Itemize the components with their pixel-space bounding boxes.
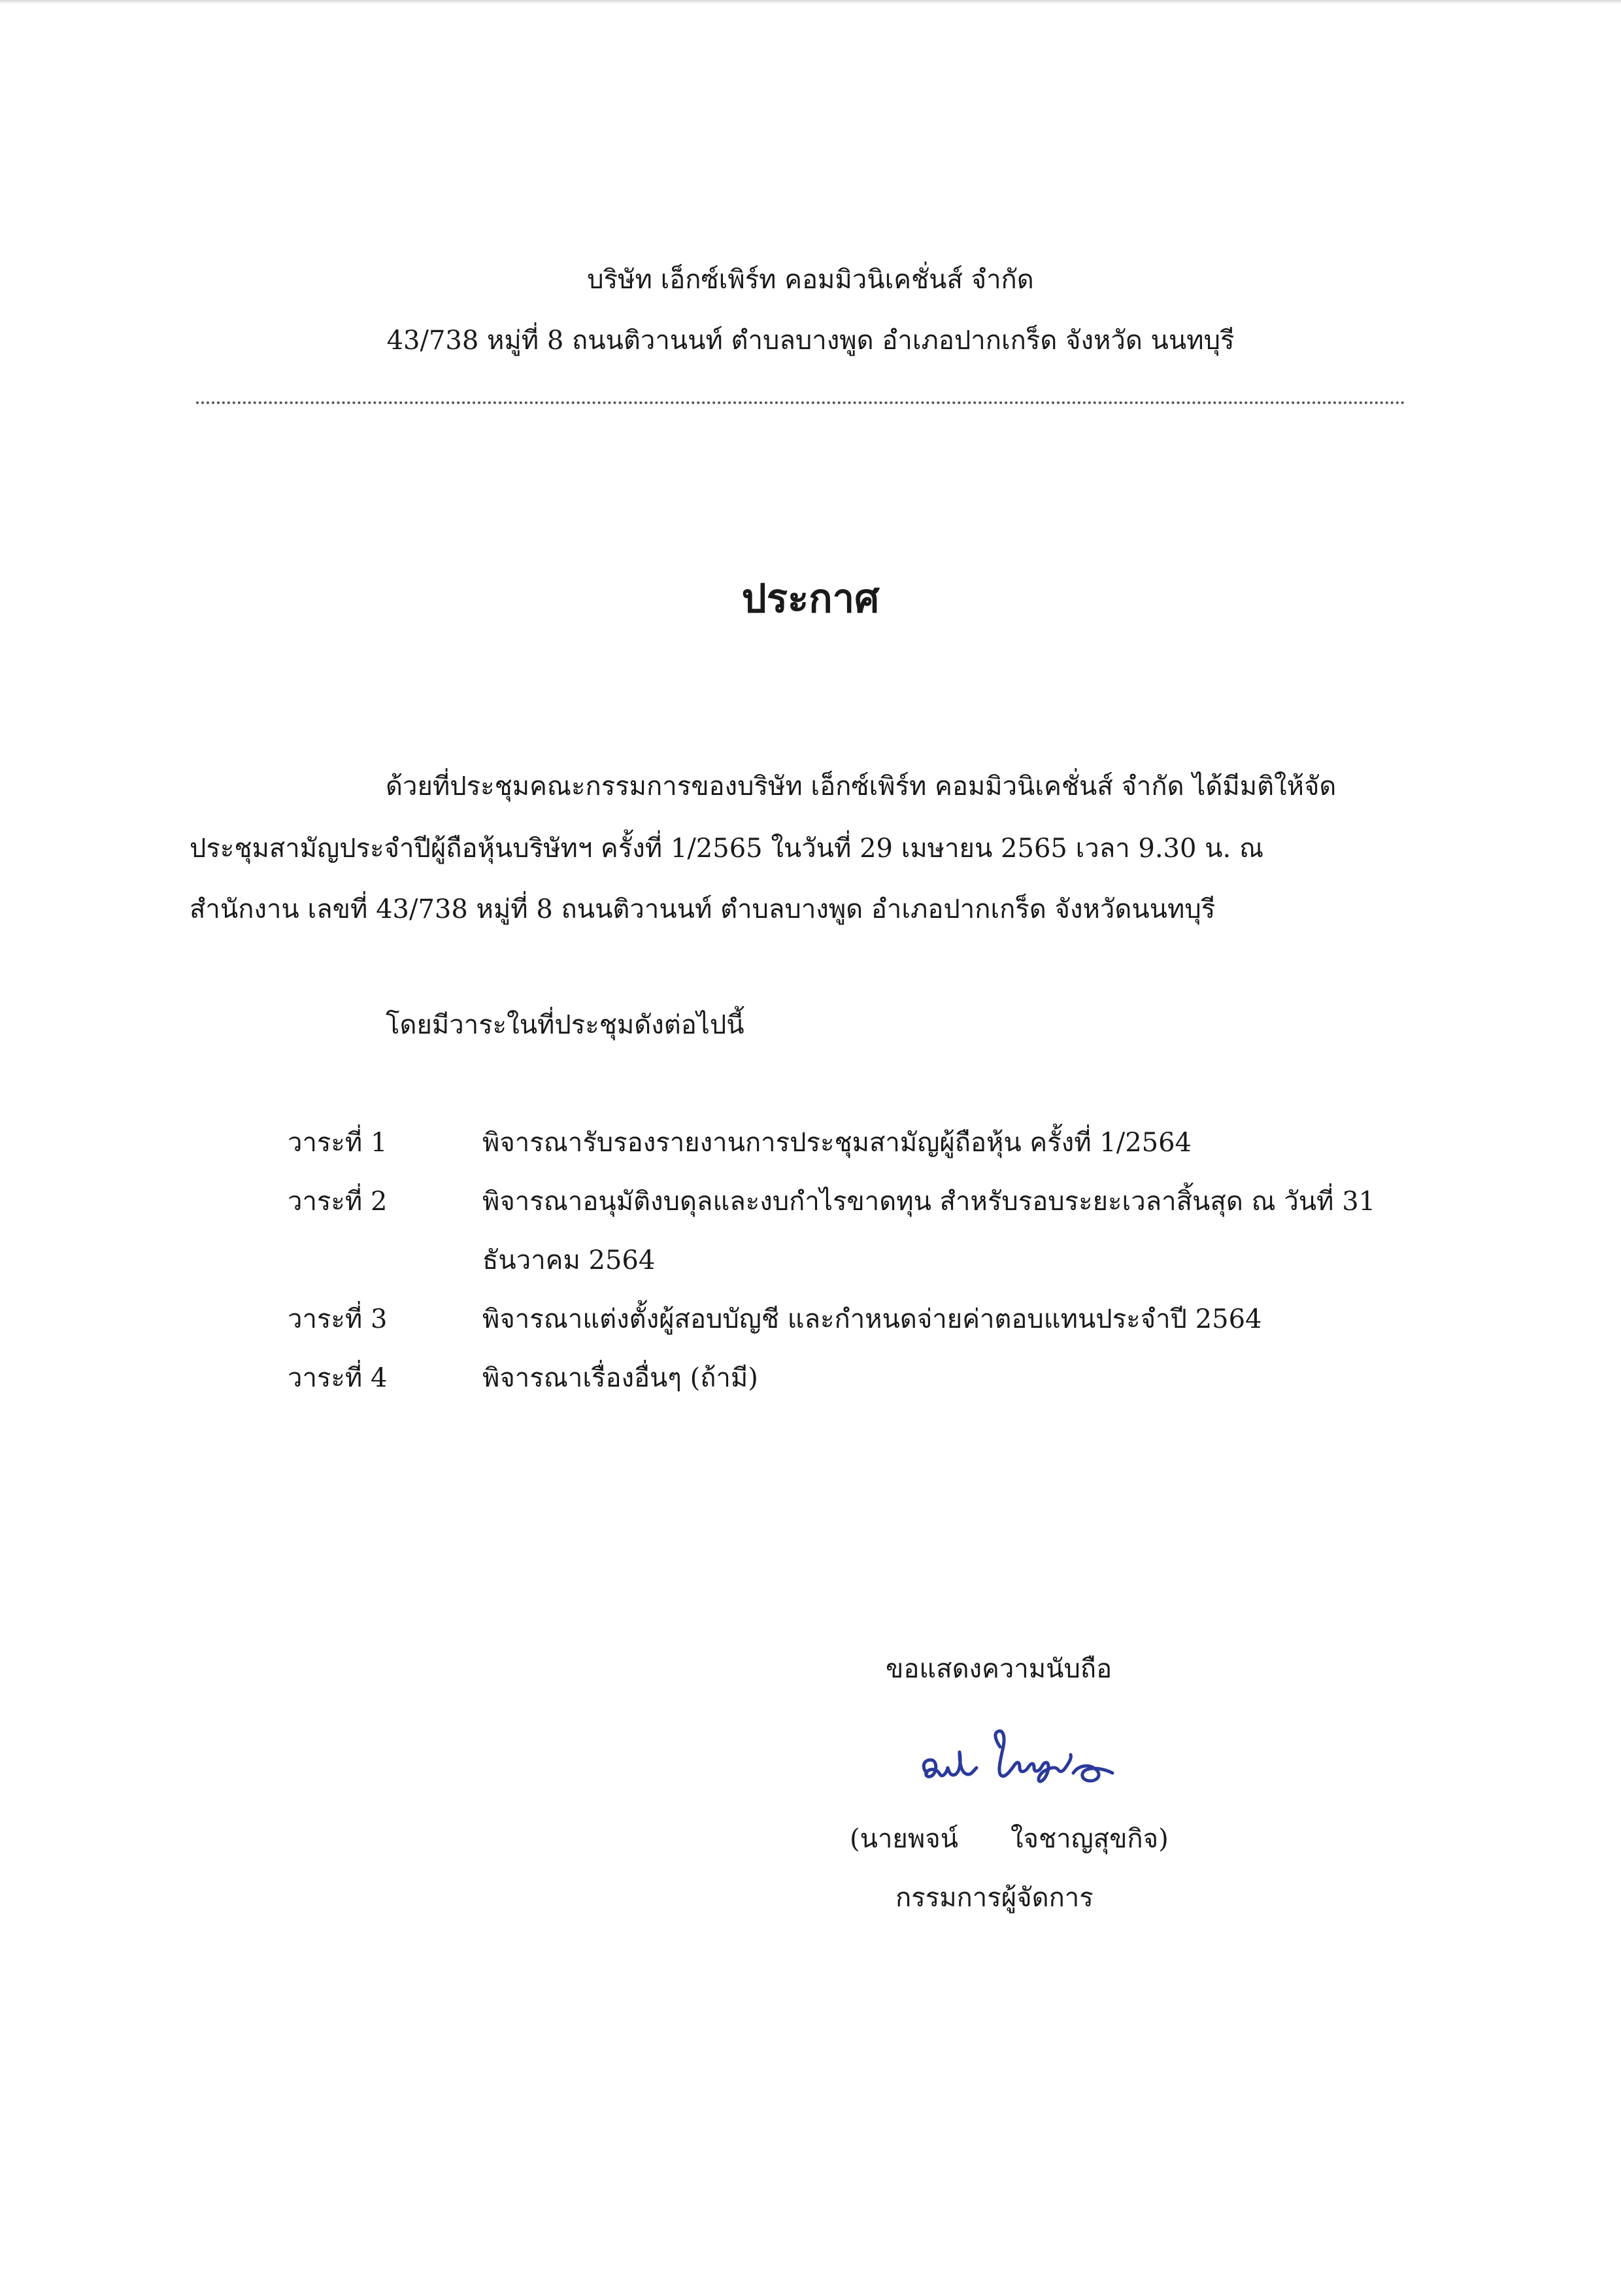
agenda-text: พิจารณารับรองรายงานการประชุมสามัญผู้ถือหุ้น ครั้งที่ 1/2564 (482, 1128, 1192, 1158)
agenda-text: พิจารณาอนุมัติงบดุลและงบกำไรขาดทุน สำหรับรอบระยะเวลาสิ้นสุด ณ วันที่ 31 (482, 1187, 1376, 1217)
agenda-label: วาระที่ 2 (288, 1187, 388, 1217)
agenda-label: วาระที่ 1 (288, 1128, 388, 1158)
agenda-text-continuation: ธันวาคม 2564 (482, 1245, 656, 1275)
company-address: 43/738 หมู่ที่ 8 ถนนติวานนท์ ตำบลบางพูด อำเภอปากเกร็ด จังหวัด นนทบุรี (386, 326, 1235, 356)
signer-last-name: ใจชาญสุขกิจ) (1011, 1824, 1169, 1854)
scan-edge (0, 0, 1621, 4)
signer-title: กรรมการผู้จัดการ (895, 1883, 1094, 1913)
agenda-text: พิจารณาแต่งตั้งผู้สอบบัญชี และกำหนดจ่ายค่าตอบแทนประจำปี 2564 (482, 1304, 1262, 1334)
company-name: บริษัท เอ็กซ์เพิร์ท คอมมิวนิเคชั่นส์ จำกัด (587, 265, 1034, 295)
signer-first-name: (นายพจน์ (850, 1824, 958, 1854)
agenda-intro: โดยมีวาระในที่ประชุมดังต่อไปนี้ (386, 1010, 744, 1040)
agenda-label: วาระที่ 3 (288, 1304, 388, 1334)
closing-salutation: ขอแสดงความนับถือ (886, 1654, 1112, 1684)
body-line-2: ประชุมสามัญประจำปีผู้ถือหุ้นบริษัทฯ ครั้งที่ 1/2565 ในวันที่ 29 เมษายน 2565 เวลา 9.30 น. ณ (190, 834, 1264, 864)
signer-name (850, 1817, 1169, 1859)
body-line-1: ด้วยที่ประชุมคณะกรรมการของบริษัท เอ็กซ์เพิร์ท คอมมิวนิเคชั่นส์ จำกัด ได้มีมติให้จัด (386, 771, 1337, 802)
agenda-label: วาระที่ 4 (288, 1363, 388, 1393)
handwritten-signature (909, 1713, 1144, 1804)
agenda-text: พิจารณาเรื่องอื่นๆ (ถ้ามี) (482, 1363, 758, 1393)
document-title: ประกาศ (741, 576, 880, 622)
header-divider (196, 401, 1405, 404)
body-line-3: สำนักงาน เลขที่ 43/738 หมู่ที่ 8 ถนนติวานนท์ ตำบลบางพูด อำเภอปากเกร็ด จังหวัดนนทบุรี (190, 894, 1216, 924)
